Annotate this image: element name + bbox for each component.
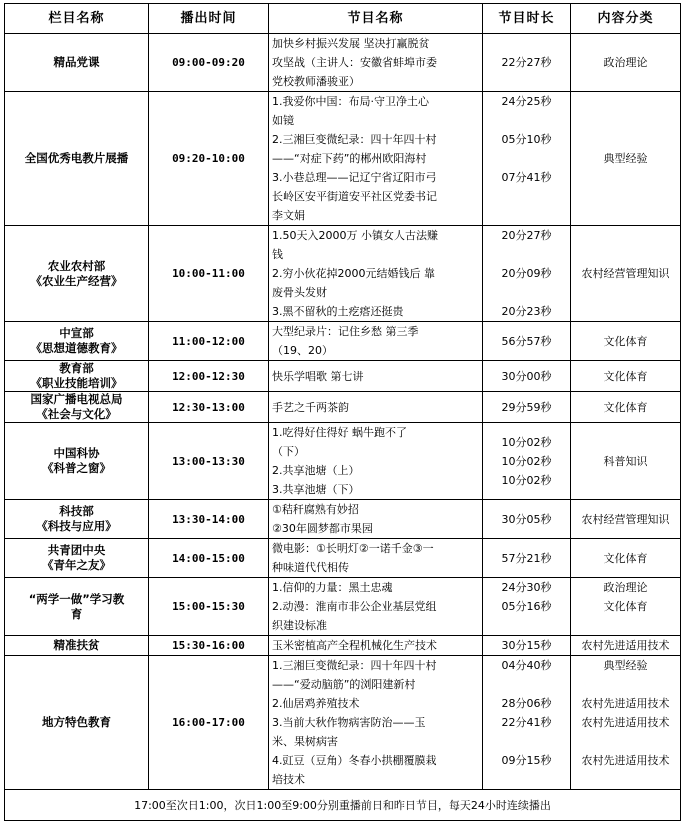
category-line: 农村先进适用技术 <box>581 716 670 729</box>
program-name-line: ②30年圆梦都市果园 <box>272 522 373 535</box>
category-cell <box>571 226 681 322</box>
rebroadcast-note: 17:00至次日1:00，次日1:00至9:00分别重播前日和昨日节目，每天24小时连续播出 <box>5 790 681 821</box>
category-line: 文化体育 <box>603 551 648 565</box>
duration-cell <box>483 92 571 226</box>
duration-line <box>486 675 567 694</box>
air-time-cell: 09:00-09:20 <box>149 34 269 92</box>
category-cell <box>571 656 681 790</box>
column-name-cell <box>5 226 149 322</box>
category-line: 农村经营管理知识 <box>581 267 670 280</box>
duration-line: 09分15秒 <box>501 754 552 767</box>
column-name-cell <box>5 636 149 656</box>
category-cell <box>571 423 681 500</box>
table-row <box>5 578 681 636</box>
program-name-line: 攻坚战（主讲人：安徽省蚌埠市委 <box>272 56 437 69</box>
header-program-name: 节目名称 <box>269 4 483 34</box>
air-time-cell: 13:30-14:00 <box>149 500 269 539</box>
table-row <box>5 423 681 500</box>
category-cell <box>571 578 681 636</box>
program-name-cell <box>269 322 483 361</box>
program-name-line: 如镜 <box>272 114 294 127</box>
program-name-line: 1.三湘巨变微纪录：四十年四十村 <box>272 659 437 672</box>
column-name-line: 中宣部 <box>59 326 94 340</box>
category-line: 农村经营管理知识 <box>581 512 670 526</box>
category-line: 农村先进适用技术 <box>581 754 670 767</box>
program-name-line: 大型纪录片：记住乡愁 第三季 <box>272 325 419 338</box>
category-line: 农村先进适用技术 <box>581 697 670 710</box>
program-name-line: （下） <box>272 445 305 458</box>
category-cell <box>571 636 681 656</box>
program-name-line: 米、果树病害 <box>272 735 338 748</box>
duration-line: 22分41秒 <box>501 716 552 729</box>
program-name-line: 玉米密植高产全程机械化生产技术 <box>272 639 437 652</box>
duration-cell <box>483 636 571 656</box>
program-name-line: 3.当前大秋作物病害防治——玉 <box>272 716 426 729</box>
header-column-name: 栏目名称 <box>5 4 149 34</box>
air-time-cell: 16:00-17:00 <box>149 656 269 790</box>
air-time-cell: 12:30-13:00 <box>149 392 269 423</box>
program-name-line: 废骨头发财 <box>272 286 327 299</box>
program-name-line: 1.吃得好住得好 蜗牛跑不了 <box>272 426 407 439</box>
duration-line: 04分40秒 <box>501 659 552 672</box>
program-name-line: 长岭区安平街道安平社区党委书记 <box>272 190 437 203</box>
program-name-line: 4.豇豆（豆角）冬春小拱棚覆膜栽 <box>272 754 437 767</box>
duration-line: 28分06秒 <box>501 697 552 710</box>
program-name-line: 1.我爱你中国：布局·守卫净土心 <box>272 95 429 108</box>
air-time-cell: 13:00-13:30 <box>149 423 269 500</box>
column-name-line: “两学一做”学习教 <box>28 591 125 606</box>
column-name-line: 地方特色教育 <box>42 715 111 729</box>
header-duration: 节目时长 <box>483 4 571 34</box>
duration-line: 05分10秒 <box>501 133 552 146</box>
program-name-line: ——“对症下药”的郴州欧阳海村 <box>272 152 427 165</box>
program-name-cell <box>269 34 483 92</box>
category-line <box>574 616 677 635</box>
duration-line: 29分59秒 <box>501 400 552 414</box>
category-line: 科普知识 <box>603 454 648 468</box>
duration-cell <box>483 578 571 636</box>
air-time-cell: 11:00-12:00 <box>149 322 269 361</box>
duration-line: 05分16秒 <box>501 600 552 613</box>
air-time-cell: 15:30-16:00 <box>149 636 269 656</box>
column-name-cell <box>5 34 149 92</box>
program-name-line: 手艺之千两茶韵 <box>272 400 349 414</box>
column-name-cell <box>5 423 149 500</box>
program-name-line: 党校教师潘骏亚） <box>272 75 360 88</box>
program-name-line: 织建设标准 <box>272 619 327 632</box>
header-category: 内容分类 <box>571 4 681 34</box>
duration-line: 24分25秒 <box>501 95 552 108</box>
duration-line: 56分57秒 <box>501 334 552 348</box>
table-row <box>5 656 681 790</box>
category-line <box>574 732 677 751</box>
program-name-cell <box>269 656 483 790</box>
column-name-line: 科技部 <box>59 504 94 518</box>
duration-line <box>486 111 567 130</box>
table-row <box>5 392 681 423</box>
program-name-line: 种味道代代相传 <box>272 561 349 574</box>
column-name-line: 《社会与文化》 <box>36 407 117 421</box>
air-time-cell: 15:00-15:30 <box>149 578 269 636</box>
category-line: 政治理论 <box>603 56 648 69</box>
table-row <box>5 34 681 92</box>
table-row <box>5 92 681 226</box>
duration-line: 30分05秒 <box>501 512 552 526</box>
category-cell <box>571 92 681 226</box>
category-cell <box>571 500 681 539</box>
table-row <box>5 226 681 322</box>
program-name-line: ——“爱动脑筋”的浏阳建新村 <box>272 678 416 691</box>
column-name-line: 《科普之窗》 <box>42 461 111 475</box>
footer-row <box>5 790 681 821</box>
duration-cell <box>483 423 571 500</box>
category-cell <box>571 539 681 578</box>
program-name-line: 2.共享池塘（上） <box>272 464 360 477</box>
column-name-cell <box>5 361 149 392</box>
category-line <box>574 675 677 694</box>
air-time-cell: 09:20-10:00 <box>149 92 269 226</box>
program-name-cell <box>269 92 483 226</box>
duration-cell <box>483 392 571 423</box>
program-name-line: 微电影：①长明灯②一诺千金③一 <box>272 542 434 555</box>
duration-line <box>486 245 567 264</box>
program-name-line: 3.共享池塘（下） <box>272 483 360 496</box>
program-name-cell <box>269 423 483 500</box>
program-name-cell <box>269 392 483 423</box>
column-name-cell <box>5 92 149 226</box>
column-name-cell <box>5 322 149 361</box>
category-line: 文化体育 <box>603 334 648 348</box>
table-row <box>5 539 681 578</box>
duration-cell <box>483 226 571 322</box>
duration-cell <box>483 361 571 392</box>
column-name-line: 精准扶贫 <box>53 638 100 652</box>
column-name-line: 《青年之友》 <box>42 558 111 572</box>
duration-line <box>486 732 567 751</box>
program-name-line: 加快乡村振兴发展 坚决打赢脱贫 <box>272 37 430 50</box>
column-name-cell <box>5 392 149 423</box>
duration-cell <box>483 656 571 790</box>
program-name-line: 培技术 <box>272 773 305 786</box>
column-name-line: 农业农村部 <box>47 258 106 273</box>
duration-line <box>486 283 567 302</box>
program-name-line: 3.黑不留秋的土疙瘩还挺贵 <box>272 305 404 318</box>
program-name-cell <box>269 539 483 578</box>
program-name-cell <box>269 578 483 636</box>
column-name-line: 《科技与应用》 <box>36 519 117 533</box>
program-name-cell <box>269 361 483 392</box>
program-name-line: 快乐学唱歌 第七讲 <box>272 369 364 383</box>
table-row <box>5 322 681 361</box>
column-name-line: 全国优秀电教片展播 <box>24 151 129 165</box>
category-line: 农村先进适用技术 <box>581 639 670 652</box>
column-name-line: 《农业生产经营》 <box>30 273 123 288</box>
duration-line <box>486 206 567 225</box>
duration-cell <box>483 500 571 539</box>
program-name-line: ①秸秆腐熟有妙招 <box>272 503 359 516</box>
column-name-cell <box>5 578 149 636</box>
duration-line: 10分02秒 <box>501 473 552 487</box>
air-time-cell: 10:00-11:00 <box>149 226 269 322</box>
header-row <box>5 4 681 34</box>
schedule-body <box>5 34 681 790</box>
program-name-line: 1.50天入2000万 小镇女人古法赚 <box>272 229 438 242</box>
duration-line: 22分27秒 <box>501 56 552 69</box>
program-name-line: 2.穷小伙花掉2000元结婚钱后 靠 <box>272 267 435 280</box>
program-name-cell <box>269 636 483 656</box>
category-line: 文化体育 <box>603 369 648 383</box>
duration-line: 30分15秒 <box>501 639 552 652</box>
category-line <box>574 770 677 789</box>
column-name-line: 国家广播电视总局 <box>30 392 123 406</box>
category-line: 典型经验 <box>603 659 648 672</box>
duration-line: 30分00秒 <box>501 369 552 383</box>
duration-cell <box>483 322 571 361</box>
program-name-line: 1.信仰的力量：黑土忠魂 <box>272 581 393 594</box>
column-name-line: 育 <box>70 606 83 621</box>
column-name-cell <box>5 656 149 790</box>
header-air-time: 播出时间 <box>149 4 269 34</box>
duration-line <box>486 187 567 206</box>
category-cell <box>571 322 681 361</box>
category-cell <box>571 34 681 92</box>
air-time-cell: 14:00-15:00 <box>149 539 269 578</box>
column-name-cell <box>5 500 149 539</box>
program-name-line: 2.动漫：淮南市非公企业基层党组 <box>272 600 437 613</box>
category-line: 典型经验 <box>603 152 648 165</box>
column-name-line: 《职业技能培训》 <box>30 376 123 390</box>
column-name-line: 《思想道德教育》 <box>30 341 123 355</box>
duration-cell <box>483 34 571 92</box>
category-line: 政治理论 <box>603 581 648 594</box>
program-name-line: 2.仙居鸡养殖技术 <box>272 697 360 710</box>
table-row <box>5 361 681 392</box>
duration-line: 07分41秒 <box>501 171 552 184</box>
duration-line: 24分30秒 <box>501 581 552 594</box>
duration-line: 20分23秒 <box>501 305 552 318</box>
duration-line: 57分21秒 <box>501 551 552 565</box>
category-line: 文化体育 <box>603 600 648 613</box>
program-schedule-table <box>4 3 681 821</box>
duration-line <box>486 616 567 635</box>
column-name-line: 教育部 <box>59 361 94 375</box>
program-name-line: 钱 <box>272 248 283 261</box>
program-name-line: 3.小巷总理——记辽宁省辽阳市弓 <box>272 171 437 184</box>
column-name-line: 共青团中央 <box>47 543 106 557</box>
table-row <box>5 500 681 539</box>
table-row <box>5 636 681 656</box>
column-name-line: 精品党课 <box>53 55 100 69</box>
duration-line <box>486 149 567 168</box>
program-name-cell <box>269 500 483 539</box>
duration-line: 20分27秒 <box>501 229 552 242</box>
program-name-line: 李文娟 <box>272 209 305 222</box>
program-name-line: （19、20） <box>272 344 333 357</box>
category-cell <box>571 361 681 392</box>
category-line: 文化体育 <box>603 400 648 414</box>
program-name-cell <box>269 226 483 322</box>
duration-line: 10分02秒 <box>501 454 552 468</box>
duration-line: 20分09秒 <box>501 267 552 280</box>
duration-line: 10分02秒 <box>501 435 552 449</box>
program-name-line: 2.三湘巨变微纪录：四十年四十村 <box>272 133 437 146</box>
column-name-cell <box>5 539 149 578</box>
column-name-line: 中国科协 <box>53 446 100 460</box>
category-cell <box>571 392 681 423</box>
duration-cell <box>483 539 571 578</box>
air-time-cell: 12:00-12:30 <box>149 361 269 392</box>
duration-line <box>486 770 567 789</box>
